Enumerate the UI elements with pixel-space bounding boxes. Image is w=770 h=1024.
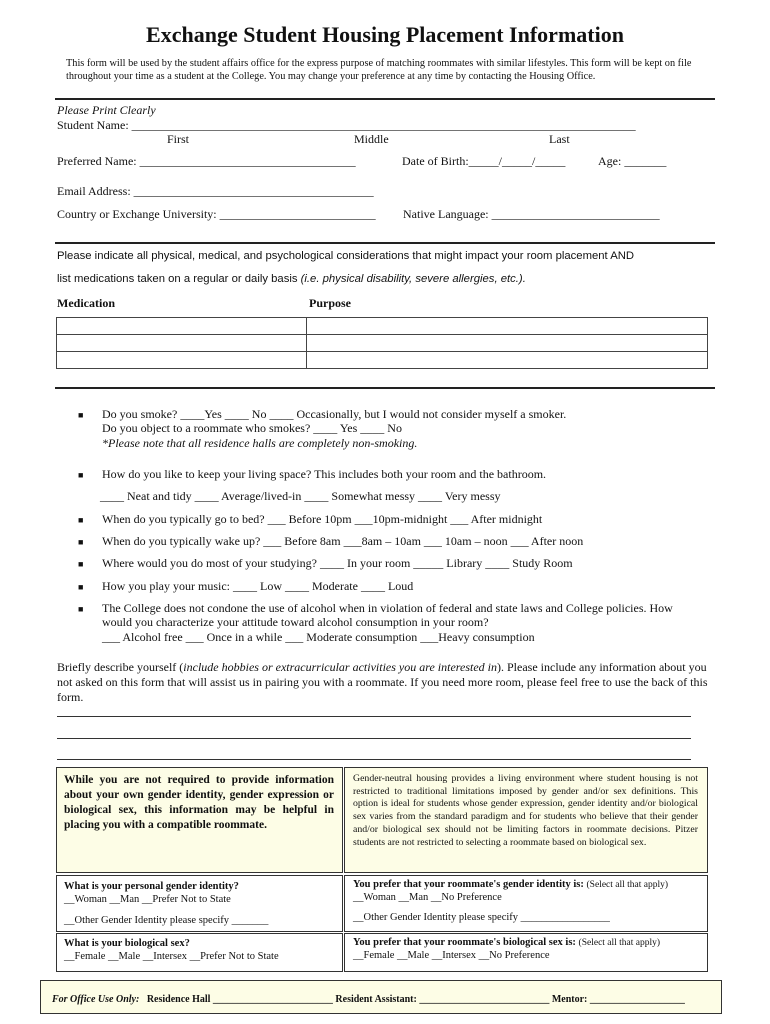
purpose-header: Purpose [309, 296, 351, 310]
music-question[interactable]: How you play your music: ____ Low ____ Moderate ____ Loud [102, 579, 414, 593]
describe-yourself-prompt: Briefly describe yourself (include hobbies or extracurricular activities you are interested in). Please include any information about you not asked on this form that will assist us in pairing you with a roommate. If you need more room, please feel free to use the back of this form. [57, 660, 708, 704]
medication-cell[interactable] [57, 335, 307, 352]
table-row [57, 352, 708, 369]
gender-neutral-text: Gender-neutral housing provides a living environment where student housing is not restricted to traditional limitations imposed by gender and/or sex definitions. This option is ideal for students whose gender expression, gender identity and/or biological sex varies from the standard paradigm and for students who believe that their gender and/or biological sex should not be limiting factors in roommate decisions. Pitzer students are not restricted to selecting a roommate based on biological sex. [353, 773, 698, 848]
study-question[interactable]: Where would you do most of your studying? ____ In your room _____ Library ____ Study Room [102, 556, 573, 570]
purpose-cell[interactable] [307, 335, 708, 352]
table-row [57, 335, 708, 352]
middle-label: Middle [354, 132, 389, 146]
medical-instructions-1: Please indicate all physical, medical, and psychological considerations that might impact your room placement AND [57, 250, 635, 262]
alcohol-options[interactable]: ___ Alcohol free ___ Once in a while ___ Moderate consumption ___Heavy consumption [102, 630, 535, 644]
roommate-identity-question: You prefer that your roommate's gender identity is: (Select all that apply) [353, 879, 669, 890]
first-label: First [167, 132, 190, 146]
country-field[interactable]: Country or Exchange University: __________________________ [57, 207, 376, 221]
smoke-object-question[interactable]: Do you object to a roommate who smokes? ____ Yes ____ No [102, 421, 402, 435]
answer-line[interactable] [57, 716, 691, 717]
roommate-identity-options[interactable]: __Woman __Man __No Preference [353, 892, 502, 903]
bullet-icon: ■ [78, 582, 84, 592]
space-question: How do you like to keep your living space? This includes both your room and the bathroom. [102, 467, 547, 481]
alcohol-question: would you characterize your attitude toward alcohol consumption in your room? [102, 615, 489, 629]
gender-identity-options[interactable]: __Woman __Man __Prefer Not to State [64, 894, 231, 905]
intro-text: This form will be used by the student affairs office for the express purpose of matching roommates with similar lifestyles. This form will be kept on file throughout your time as a student at the College. You may change your preference at any time by contacting the Housing Office. [66, 58, 692, 82]
email-field[interactable]: Email Address: ________________________________________ [57, 184, 374, 198]
biological-sex-question: What is your biological sex? [64, 938, 190, 949]
divider [55, 387, 715, 389]
divider [55, 98, 715, 100]
answer-line[interactable] [57, 738, 691, 739]
roommate-sex-question: You prefer that your roommate's biological sex is: (Select all that apply) [353, 937, 661, 948]
medication-table [56, 317, 708, 369]
bullet-icon: ■ [78, 470, 84, 480]
medication-cell[interactable] [57, 352, 307, 369]
office-use-row: For Office Use Only: Residence Hall ________________________ Resident Assistant: __________________________ Mentor: ___________________ [52, 994, 685, 1005]
gender-identity-question: What is your personal gender identity? [64, 881, 239, 892]
bullet-icon: ■ [78, 537, 84, 547]
bedtime-question[interactable]: When do you typically go to bed? ___ Before 10pm ___10pm-midnight ___ After midnight [102, 512, 543, 526]
bullet-icon: ■ [78, 515, 84, 525]
native-language-field[interactable]: Native Language: ____________________________ [403, 207, 660, 221]
purpose-cell[interactable] [307, 352, 708, 369]
alcohol-statement: The College does not condone the use of alcohol when in violation of federal and state laws and College policies. How [102, 601, 673, 615]
last-label: Last [549, 132, 570, 146]
dob-field[interactable]: Date of Birth:_____/_____/_____ [402, 154, 566, 168]
answer-line[interactable] [57, 759, 691, 760]
purpose-cell[interactable] [307, 318, 708, 335]
bullet-icon: ■ [78, 410, 84, 420]
form-title: Exchange Student Housing Placement Information [146, 22, 624, 47]
medication-cell[interactable] [57, 318, 307, 335]
medication-header: Medication [57, 296, 115, 310]
medical-instructions-2: list medications taken on a regular or daily basis (i.e. physical disability, severe allergies, etc.). [57, 273, 526, 285]
student-name-field[interactable]: Student Name: ____________________________________________________________________________________ [57, 118, 636, 132]
smoke-note: *Please note that all residence halls are completely non-smoking. [102, 436, 418, 450]
bullet-icon: ■ [78, 604, 84, 614]
print-clearly: Please Print Clearly [57, 103, 156, 117]
waketime-question[interactable]: When do you typically wake up? ___ Before 8am ___8am – 10am ___ 10am – noon ___ After noon [102, 534, 584, 548]
gender-identity-other[interactable]: __Other Gender Identity please specify _______ [64, 915, 269, 926]
divider [55, 242, 715, 244]
roommate-identity-other[interactable]: __Other Gender Identity please specify _________________ [353, 912, 610, 923]
biological-sex-options[interactable]: __Female __Male __Intersex __Prefer Not to State [64, 951, 279, 962]
roommate-sex-options[interactable]: __Female __Male __Intersex __No Preference [353, 950, 550, 961]
age-field[interactable]: Age: _______ [598, 154, 667, 168]
smoke-question[interactable]: Do you smoke? ____Yes ____ No ____ Occasionally, but I would not consider myself a smoker. [102, 407, 567, 421]
table-row [57, 318, 708, 335]
preferred-name-field[interactable]: Preferred Name: ____________________________________ [57, 154, 356, 168]
gender-optional-note: While you are not required to provide information about your own gender identity, gender expression or biological sex, this information may be helpful in placing you with a compatible roommate. [64, 774, 334, 831]
bullet-icon: ■ [78, 559, 84, 569]
space-options[interactable]: ____ Neat and tidy ____ Average/lived-in ____ Somewhat messy ____ Very messy [100, 489, 501, 503]
